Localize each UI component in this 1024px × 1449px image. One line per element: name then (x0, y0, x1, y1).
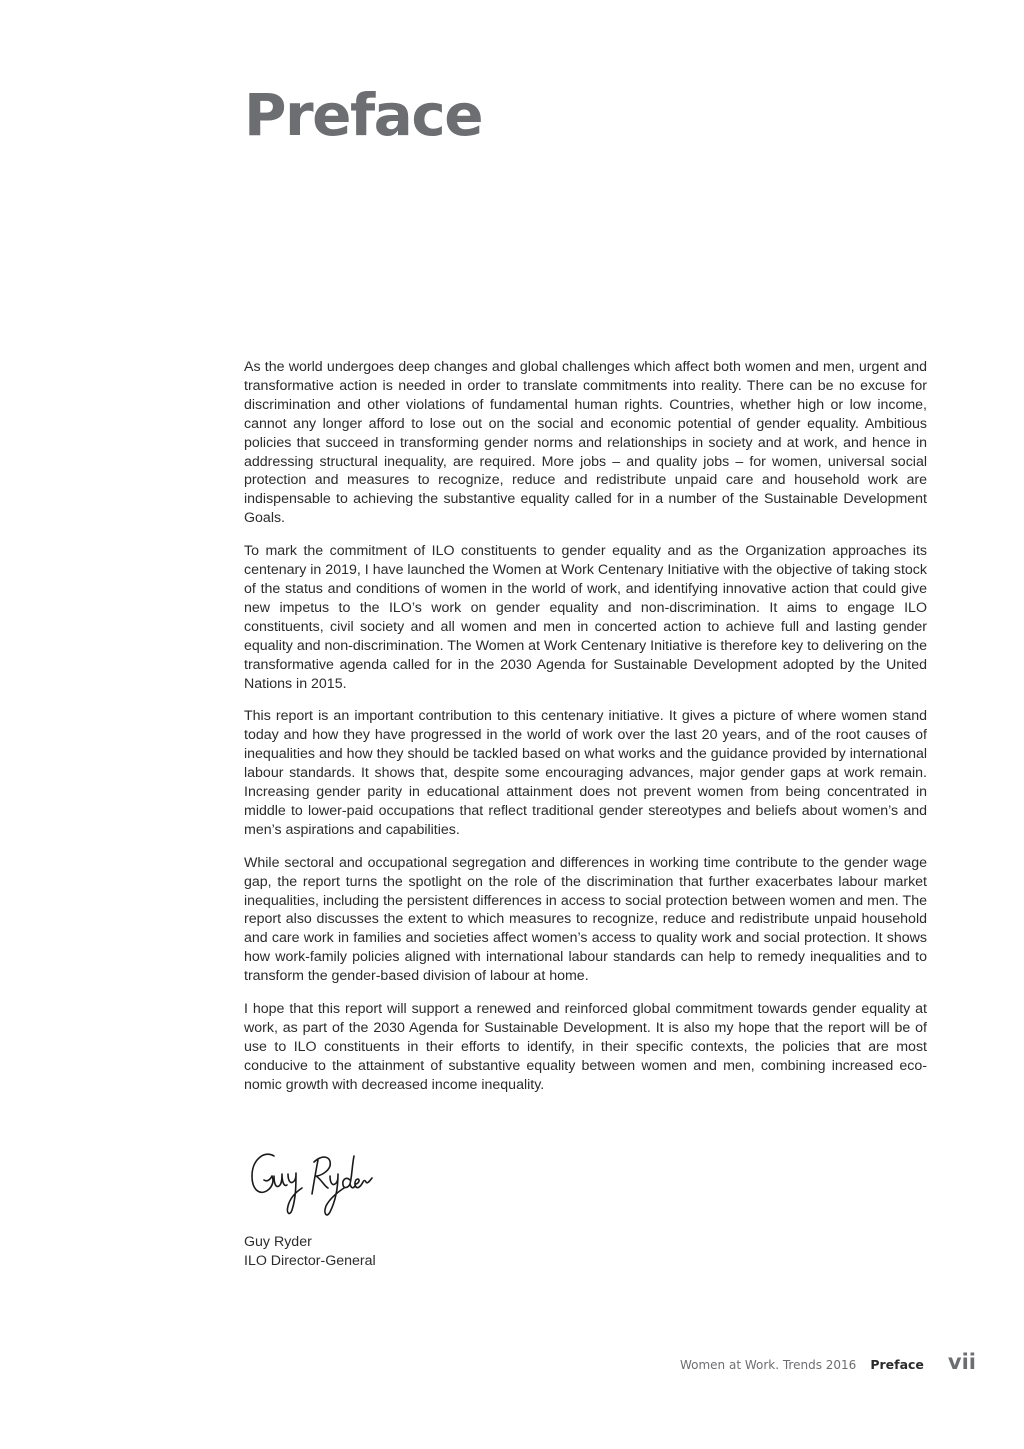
paragraph: As the world undergoes deep changes and global challenges which affect both women and men, urgent and transformative action is needed in order to translate commitments into reality. There can be no excuse for discrimination and other violations of fundamental human rights. Countries, whether high or low income, cannot any longer afford to lose out on the social and economic potential of gender equality. Ambitious policies that succeed in transforming gender norms and relationships in society and at work, and hence in addressing structural inequality, are required. More jobs – and quality jobs – for women, universal social protection and measures to recognize, reduce and redistribute unpaid care and household work are indispensable to achieving the substantive equality called for in a number of the Sustainable Development Goals. (244, 359, 927, 527)
paragraph: This report is an important contribution to this centenary initiative. It gives a picture of where women stand today and how they have progressed in the world of work over the last 20 years, and of the root causes of inequalities and how they should be tackled based on what works and the guidance provided by international labour standards. It shows that, despite some encouraging advances, major gender gaps at work remain. Increasing gender parity in educational attainment does not prevent women from being concentrated in middle to lower-paid occupations that reflect traditional gender stereotypes and beliefs about women’s and men’s aspirations and capabilities. (244, 708, 927, 838)
page-title: Preface (244, 81, 483, 149)
preface-body (244, 358, 927, 1109)
paragraph: I hope that this report will support a renewed and reinforced global commitment towards gender equality at work, as part of the 2030 Agenda for Sustainable Development. It is also my hope that the report will be of use to ILO constituents in their efforts to identify, in their specific contexts, the policies that are most conducive to the attainment of substantive equality between women and men, combining increased economic growth with decreased income inequality. (244, 1001, 927, 1093)
handwritten-signature (246, 1140, 376, 1225)
paragraph: To mark the commitment of ILO constituents to gender equality and as the Organization approaches its centenary in 2019, I have launched the Women at Work Centenary Initiative with the objective of taking stock of the status and conditions of women in the world of work, and identifying innovative action that could give new impetus to the ILO’s work on gender equality and non-discrimination. It aims to engage ILO constituents, civil society and all women and men in concerted action to achieve full and lasting gender equality and non-discrimination. The Women at Work Centenary Initiative is therefore key to delivering on the transformative agenda called for in the 2030 Agenda for Sustainable Development adopted by the United Nations in 2015. (244, 543, 927, 692)
paragraph: While sectoral and occupational segregation and differences in working time contribute to the gender wage gap, the report turns the spotlight on the role of the discrimination that further exacerbates labour market inequalities, including the persistent differences in access to social protection between women and men. The report also discusses the extent to which measures to recognize, reduce and redistribute unpaid household and care work in families and societies affect women’s access to quality work and social protection. It shows how work-family policies aligned with international labour standards can help to remedy inequalities and to transform the gender-based division of labour at home. (244, 854, 927, 985)
footer-publication: Women at Work. Trends 2016 (679, 1358, 857, 1372)
signer-name: Guy Ryder (244, 1234, 312, 1250)
signer-block (244, 1233, 376, 1271)
page-footer (680, 1350, 976, 1374)
footer-section: Preface (870, 1357, 924, 1372)
page-number: vii (947, 1350, 976, 1374)
signer-role: ILO Director-General (244, 1253, 376, 1269)
